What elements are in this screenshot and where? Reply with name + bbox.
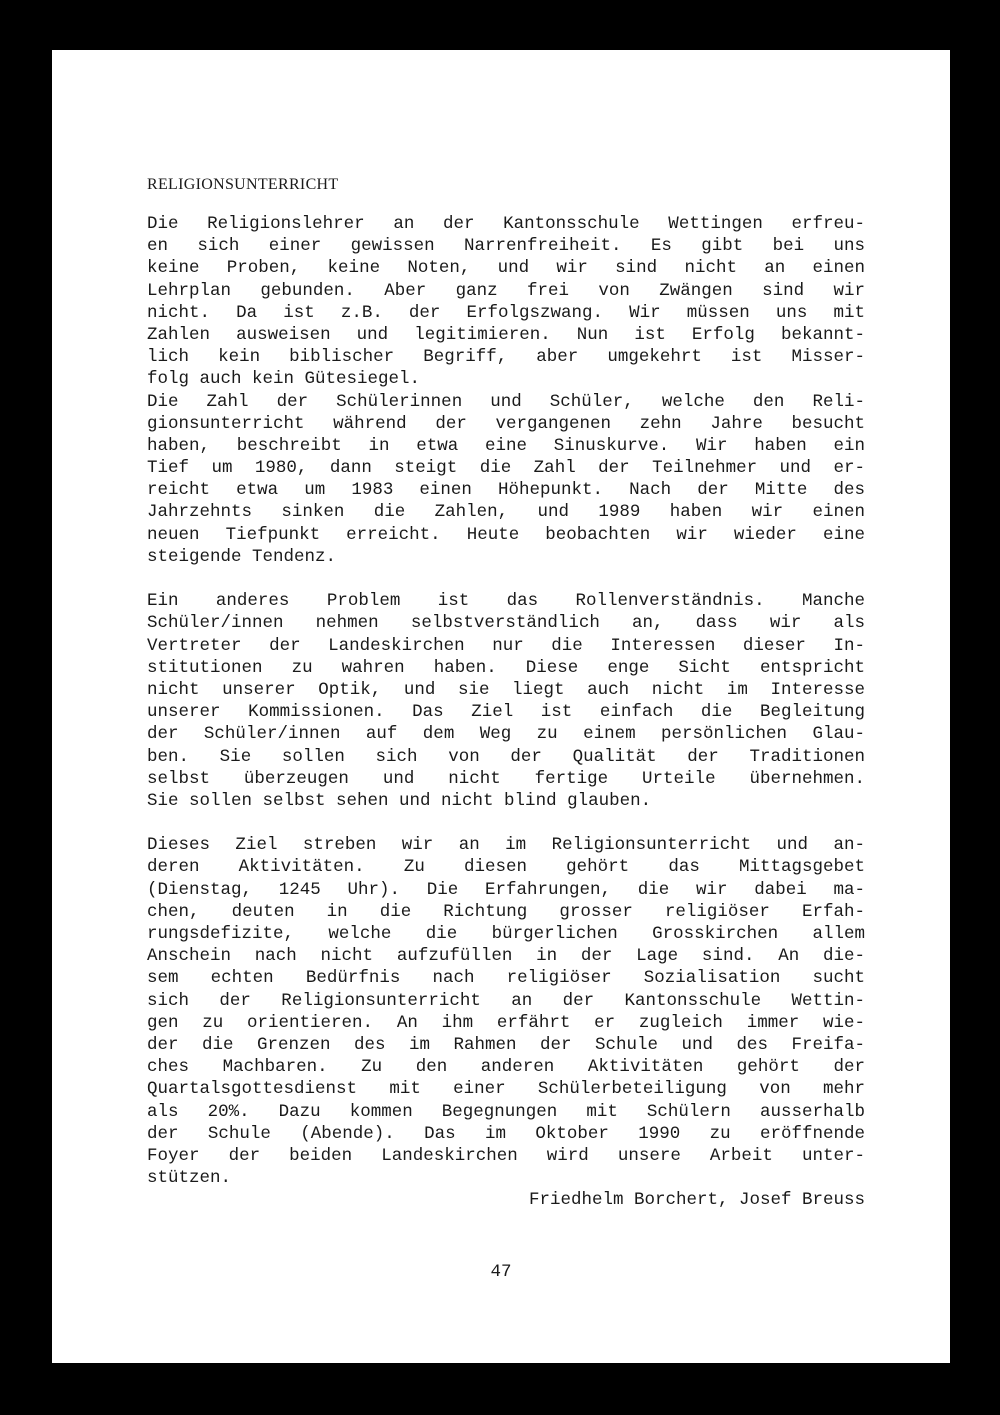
text-line: reicht etwa um 1983 einen Höhepunkt. Nach der Mitte des (147, 480, 865, 501)
text-line: folg auch kein Gütesiegel. (147, 369, 421, 390)
text-line: stitutionen zu wahren haben. Diese enge Sicht entspricht (147, 657, 865, 678)
text-line: en sich einer gewissen Narrenfreiheit. Es gibt bei uns (147, 236, 865, 257)
text-line: Anschein nach nicht aufzufüllen in der Lage sind. An die- (147, 946, 865, 967)
page-number: 47 (490, 1262, 512, 1282)
paragraph-activities (147, 834, 865, 1189)
text-line: der Schüler/innen auf dem Weg zu einem persönlichen Glau- (147, 724, 865, 745)
text-line: neuen Tiefpunkt erreicht. Heute beobachten wir wieder eine (147, 524, 865, 545)
text-line: sich der Religionsunterricht an der Kantonsschule Wettin- (147, 990, 865, 1011)
paragraph-statistics (147, 391, 865, 569)
text-line: keine Proben, keine Noten, und wir sind nicht an einen (147, 258, 865, 279)
text-line: als 20%. Dazu kommen Begegnungen mit Schülern ausserhalb (147, 1101, 865, 1122)
text-line: Jahrzehnts sinken die Zahlen, und 1989 haben wir einen (147, 502, 865, 523)
text-line: der die Grenzen des im Rahmen der Schule und des Freifa- (147, 1034, 865, 1055)
text-line: Tief um 1980, dann steigt die Zahl der Teilnehmer und er- (147, 458, 865, 479)
paragraph-gap (147, 812, 865, 834)
paragraph-intro (147, 213, 865, 391)
text-line: Dieses Ziel streben wir an im Religionsunterricht und an- (147, 835, 865, 856)
text-line: chen, deuten in die Richtung grosser religiöser Erfah- (147, 901, 865, 922)
text-line: lich kein biblischer Begriff, aber umgekehrt ist Misser- (147, 347, 865, 368)
text-line: Foyer der beiden Landeskirchen wird unsere Arbeit unter- (147, 1145, 865, 1166)
text-line: rungsdefizite, welche die bürgerlichen Grosskirchen allem (147, 924, 865, 944)
text-line: sem echten Bedürfnis nach religiöser Sozialisation sucht (147, 968, 865, 989)
text-line: gionsunterricht während der vergangenen zehn Jahre besucht (147, 413, 865, 434)
text-line: deren Aktivitäten. Zu diesen gehört das Mittagsgebet (147, 857, 865, 878)
text-line: haben, beschreibt in etwa eine Sinuskurve. Wir haben ein (147, 435, 865, 456)
paragraph-gap (147, 568, 865, 590)
text-line: Schüler/innen nehmen selbstverständlich an, dass wir als (147, 613, 865, 634)
paragraph-role (147, 590, 865, 812)
text-line: Die Religionslehrer an der Kantonsschule Wettingen erfreu- (147, 214, 865, 234)
document-page (52, 50, 950, 1363)
text-line: Die Zahl der Schülerinnen und Schüler, welche den Reli- (147, 391, 865, 412)
text-line: Quartalsgottesdienst mit einer Schülerbeteiligung von mehr (147, 1079, 865, 1100)
author-signature: Friedhelm Borchert, Josef Breuss (528, 1190, 865, 1211)
text-line: ben. Sie sollen sich von der Qualität der Traditionen (147, 746, 865, 767)
page-title: RELIGIONSUNTERRICHT (147, 176, 339, 193)
text-line: unserer Kommissionen. Das Ziel ist einfach die Begleitung (147, 702, 865, 723)
text-line: der Schule (Abende). Das im Oktober 1990 zu eröffnende (147, 1123, 865, 1144)
text-line: nicht unserer Optik, und sie liegt auch nicht im Interesse (147, 679, 865, 700)
text-line: Zahlen ausweisen und legitimieren. Nun ist Erfolg bekannt- (147, 324, 865, 345)
text-line: nicht. Da ist z.B. der Erfolgszwang. Wir müssen uns mit (147, 302, 865, 323)
text-line: ches Machbaren. Zu den anderen Aktivitäten gehört der (147, 1057, 865, 1078)
page-content (147, 174, 865, 1211)
text-line: steigende Tendenz. (147, 546, 337, 567)
text-line: (Dienstag, 1245 Uhr). Die Erfahrungen, die wir dabei ma- (147, 879, 865, 900)
text-line: Lehrplan gebunden. Aber ganz frei von Zwängen sind wir (147, 280, 865, 301)
text-line: gen zu orientieren. An ihm erfährt er zugleich immer wie- (147, 1012, 865, 1033)
text-line: selbst überzeugen und nicht fertige Urteile übernehmen. (147, 768, 865, 789)
text-line: stützen. (147, 1168, 232, 1189)
text-line: Sie sollen selbst sehen und nicht blind glauben. (147, 790, 652, 811)
text-line: Ein anderes Problem ist das Rollenverständnis. Manche (147, 591, 865, 612)
text-line: Vertreter der Landeskirchen nur die Interessen dieser In- (147, 635, 865, 656)
